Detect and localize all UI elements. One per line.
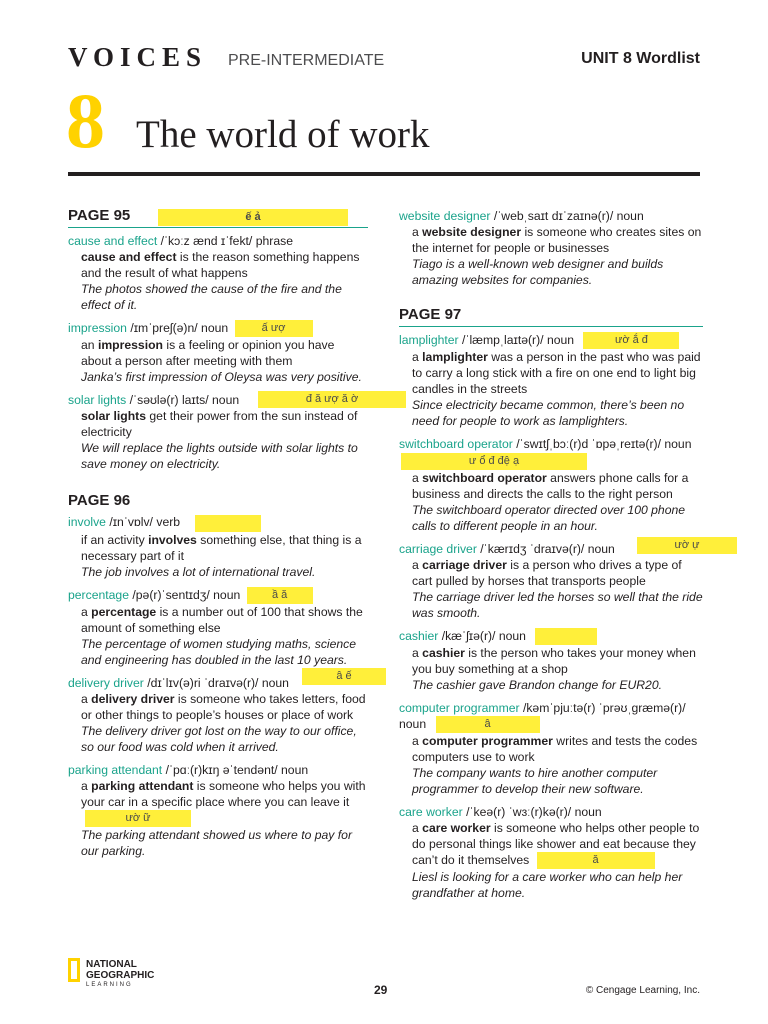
definition: a delivery driver is someone who takes letters, food or other things to people’s houses or place of work xyxy=(81,691,366,722)
example: The percentage of women studying maths, science and engineering has doubled in the last 10 years. xyxy=(81,636,357,667)
example: The carriage driver led the horses so well that the ride was smooth. xyxy=(412,589,703,620)
headword: care worker xyxy=(399,805,463,820)
part-of-speech: noun xyxy=(616,209,644,223)
headword: solar lights xyxy=(68,393,127,408)
example: The photos showed the cause of the fire and the effect of it. xyxy=(81,282,342,312)
definition: a lamplighter was a person in the past who was paid to carry a long stick with a fire on one end to light big candles in the streets xyxy=(412,350,701,397)
entry-percentage xyxy=(68,587,368,668)
example: The parking attendant showed us where to pay for our parking. xyxy=(81,828,352,859)
definition: a care worker is someone who helps other people to do personal things like shower and eat because they can’t do it themselves ă xyxy=(399,820,703,869)
definition: cause and effect is the reason something happens and the result of what happens xyxy=(81,250,360,280)
pronunciation: /ˈwebˌsaɪt dɪˈzaɪnə(r)/ xyxy=(493,209,614,223)
entry-delivery-driver xyxy=(68,669,368,755)
headword: involve xyxy=(68,515,106,530)
entry-cause-and-effect xyxy=(68,233,368,313)
series-title: VOICES xyxy=(68,42,207,72)
wordlist-label: Wordlist xyxy=(636,50,700,67)
pronunciation: /ˈswɪtʃˌbɔː(r)d ˈɒpəˌreɪtə(r)/ xyxy=(516,437,661,452)
pronunciation: /kəmˈpjuːtə(r) ˈprəʊˌɡræmə(r)/ xyxy=(522,700,686,715)
page-95-heading: PAGE 95 ế ả xyxy=(68,208,368,228)
page-number: 29 xyxy=(374,983,388,997)
highlight-note: ế ả xyxy=(158,209,348,226)
pronunciation: /kæˈʃɪə(r)/ xyxy=(441,628,496,643)
part-of-speech: noun xyxy=(399,716,427,731)
part-of-speech: noun xyxy=(587,541,615,556)
entry-parking-attendant xyxy=(68,762,368,859)
example: We will replace the lights outside with solar lights to save money on electricity. xyxy=(81,441,358,472)
definition: a percentage is a number out of 100 that shows the amount of something else xyxy=(81,604,363,635)
entry-computer-programmer xyxy=(399,700,703,797)
entry-impression xyxy=(68,320,368,385)
headword: computer programmer xyxy=(399,700,520,715)
page-title: The world of work xyxy=(136,113,430,156)
left-column xyxy=(68,208,368,866)
part-of-speech: noun xyxy=(546,333,575,347)
pronunciation: /ˈpɑː(r)kɪŋ əˈtendənt/ xyxy=(165,762,278,777)
definition: if an activity involves something else, that thing is a necessary part of it xyxy=(81,532,362,563)
headword: impression xyxy=(68,321,127,335)
pronunciation: /ɪmˈpreʃ(ə)n/ xyxy=(130,321,198,335)
part-of-speech: noun xyxy=(574,805,602,820)
definition: a parking attendant is someone who helps you with your car in a specific place where you can leave it ườ ữ xyxy=(68,778,368,827)
pronunciation: /ˈkærɪdʒ ˈdraɪvə(r)/ xyxy=(480,541,585,556)
pronunciation: /ɪnˈvɒlv/ xyxy=(109,515,153,530)
pronunciation: /ˈkɔːz ænd ɪˈfekt/ xyxy=(160,234,253,248)
pronunciation: /dɪˈlɪv(ə)ri ˈdraɪvə(r)/ xyxy=(147,675,259,690)
entry-website-designer xyxy=(399,208,703,288)
highlight-note: â ế xyxy=(302,668,386,685)
definition: a carriage driver is a person who drives a type of cart pulled by horses that transports people xyxy=(412,557,682,588)
headword: percentage xyxy=(68,587,129,602)
highlight-note: ấ ượ xyxy=(235,320,313,337)
pronunciation: /ˈkeə(r) ˈwɜː(r)kə(r)/ xyxy=(466,805,572,820)
pronunciation: /pə(r)ˈsentɪdʒ/ xyxy=(132,587,210,602)
yellow-frame-icon xyxy=(68,958,80,982)
unit-number: UNIT 8 xyxy=(581,50,632,67)
example: The cashier gave Brandon change for EUR20. xyxy=(412,677,662,692)
entry-lamplighter xyxy=(399,332,703,429)
highlight-note xyxy=(535,628,597,645)
headword: website designer xyxy=(399,209,491,223)
part-of-speech: noun xyxy=(498,628,526,643)
level-label: PRE-INTERMEDIATE xyxy=(228,52,385,69)
unit-big-number: 8 xyxy=(66,77,105,164)
highlight-note: đ ă ượ ă ờ xyxy=(258,391,406,408)
definition: a website designer is someone who creates sites on the internet for people or businesses xyxy=(412,225,702,255)
part-of-speech: noun xyxy=(212,393,240,408)
headword: cause and effect xyxy=(68,234,158,248)
example: The company wants to hire another computer programmer to develop their new software. xyxy=(412,766,658,797)
part-of-speech: noun xyxy=(261,675,289,690)
page-96-heading: PAGE 96 xyxy=(68,492,131,510)
part-of-speech: noun xyxy=(201,321,229,335)
page-97-heading: PAGE 97 xyxy=(399,307,703,327)
example: Tiago is a well-known web designer and builds amazing websites for companies. xyxy=(412,257,664,287)
entry-care-worker xyxy=(399,804,703,901)
right-column xyxy=(399,208,703,908)
highlight-note: ườ ữ xyxy=(85,810,191,827)
example: Since electricity became common, there’s been no need for people to work as lamplighters. xyxy=(412,398,685,429)
example: The switchboard operator directed over 100 phone calls to different people in an hour. xyxy=(412,502,686,533)
headword: delivery driver xyxy=(68,675,144,690)
header-rule xyxy=(68,172,700,176)
entry-carriage-driver xyxy=(399,538,703,621)
definition: an impression is a feeling or opinion you have about a person after meeting with them xyxy=(81,338,335,369)
part-of-speech: noun xyxy=(213,587,241,602)
example: The job involves a lot of international travel. xyxy=(81,564,316,579)
entry-involve xyxy=(68,514,368,579)
highlight-note: ầ ă xyxy=(247,587,313,604)
highlight-note: ườ ắ đ xyxy=(583,332,679,349)
definition: a computer programmer writes and tests the codes computers use to work xyxy=(412,734,698,765)
headword: switchboard operator xyxy=(399,437,513,452)
highlight-note: ườ ự xyxy=(637,537,737,554)
pronunciation: /ˈsəʊlə(r) laɪts/ xyxy=(129,393,209,408)
headword: parking attendant xyxy=(68,762,163,777)
example: Janka’s first impression of Oleysa was very positive. xyxy=(81,370,362,385)
part-of-speech: phrase xyxy=(255,234,293,248)
copyright: © Cengage Learning, Inc. xyxy=(585,985,700,996)
highlight-note xyxy=(195,515,261,532)
highlight-note: â xyxy=(436,716,540,733)
example: Liesl is looking for a care worker who can help her grandfather at home. xyxy=(412,870,683,901)
part-of-speech: noun xyxy=(281,762,309,777)
example: The delivery driver got lost on the way to our office, so our food was cold when it arrived. xyxy=(81,723,357,754)
headword: lamplighter xyxy=(399,333,459,347)
entry-switchboard-operator xyxy=(399,436,703,533)
definition: solar lights get their power from the sun instead of electricity xyxy=(81,409,358,440)
pronunciation: /ˈlæmpˌlaɪtə(r)/ xyxy=(462,333,544,347)
headword: cashier xyxy=(399,628,439,643)
definition: a switchboard operator answers phone calls for a business and directs the calls to the right person xyxy=(412,470,689,501)
highlight-note: ư ổ đ đệ ạ xyxy=(401,453,587,470)
definition: a cashier is the person who takes your money when you buy something at a shop xyxy=(412,645,696,676)
unit-label xyxy=(581,50,700,68)
part-of-speech: verb xyxy=(156,515,181,530)
headword: carriage driver xyxy=(399,541,477,556)
entry-solar-lights xyxy=(68,392,368,472)
highlight-note: ă xyxy=(537,852,655,869)
part-of-speech: noun xyxy=(664,437,692,452)
entry-cashier xyxy=(399,628,703,693)
